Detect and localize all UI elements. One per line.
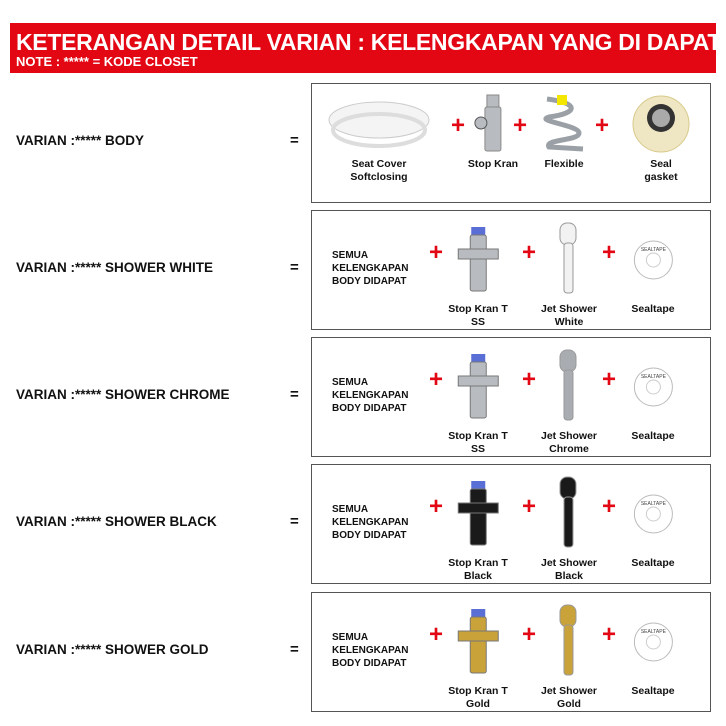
component-label: Jet Shower Chrome xyxy=(540,430,598,455)
component-label: Stop Kran T SS xyxy=(448,303,508,328)
sealtape-icon xyxy=(631,471,674,557)
variant-label: VARIAN :***** SHOWER CHROME xyxy=(16,387,230,402)
component-item xyxy=(541,599,597,711)
plus-sign: + xyxy=(428,366,444,393)
component-item xyxy=(448,344,508,456)
svg-text:SEALTAPE: SEALTAPE xyxy=(640,629,666,635)
variant-label: VARIAN :***** SHOWER GOLD xyxy=(16,642,209,657)
plus-sign: + xyxy=(521,621,537,648)
body-included-text: SEMUA KELENGKAPAN BODY DIDAPAT xyxy=(332,632,409,669)
sealtape-icon xyxy=(631,344,674,430)
sealtape-icon xyxy=(631,217,674,303)
component-item xyxy=(541,344,597,456)
component-label: Stop Kran T SS xyxy=(448,430,508,455)
plus-sign: + xyxy=(521,366,537,393)
component-item xyxy=(631,90,691,184)
variant-contents-box xyxy=(311,464,711,584)
jet-shower-icon xyxy=(541,471,597,557)
plus-sign: + xyxy=(521,239,537,266)
stop-kran-t-icon xyxy=(448,471,508,557)
component-label: Seat Cover Softclosing xyxy=(350,158,408,183)
variant-contents-box xyxy=(311,210,711,330)
component-label: Sealtape xyxy=(631,430,675,442)
plus-sign: + xyxy=(601,621,617,648)
sealtape-icon xyxy=(631,599,674,685)
stop-kran-t-icon xyxy=(448,344,508,430)
svg-text:SEALTAPE: SEALTAPE xyxy=(640,501,666,507)
component-label: Jet Shower Gold xyxy=(540,685,598,710)
component-item xyxy=(631,344,674,443)
plus-sign: + xyxy=(601,366,617,393)
plus-sign: + xyxy=(512,112,528,139)
header-banner xyxy=(10,23,722,73)
component-item xyxy=(327,90,431,184)
plus-sign: + xyxy=(594,112,610,139)
component-label: Stop Kran T Black xyxy=(448,557,508,582)
jet-shower-icon xyxy=(541,344,597,430)
plus-sign: + xyxy=(428,493,444,520)
plus-sign: + xyxy=(450,112,466,139)
component-label: Sealtape xyxy=(631,303,675,315)
component-label: Sealtape xyxy=(631,685,675,697)
plus-sign: + xyxy=(601,239,617,266)
jet-shower-icon xyxy=(541,599,597,685)
variant-label: VARIAN :***** SHOWER BLACK xyxy=(16,514,217,529)
equals-sign: = xyxy=(290,641,299,658)
component-item xyxy=(468,90,518,171)
stop-kran-t-icon xyxy=(448,217,508,303)
component-item xyxy=(448,599,508,711)
plus-sign: + xyxy=(521,493,537,520)
equals-sign: = xyxy=(290,132,299,149)
component-item xyxy=(631,217,674,316)
component-item xyxy=(631,471,674,570)
equals-sign: = xyxy=(290,386,299,403)
component-item xyxy=(448,471,508,583)
component-label: Flexible xyxy=(544,158,584,170)
flexible-hose-icon xyxy=(539,90,589,158)
header-note: NOTE : ***** = KODE CLOSET xyxy=(16,54,198,69)
component-label: Seal gasket xyxy=(644,158,678,183)
body-included-text: SEMUA KELENGKAPAN BODY DIDAPAT xyxy=(332,377,409,414)
component-label: Stop Kran xyxy=(467,158,519,170)
plus-sign: + xyxy=(601,493,617,520)
seal-gasket-icon xyxy=(631,90,691,158)
equals-sign: = xyxy=(290,259,299,276)
svg-text:SEALTAPE: SEALTAPE xyxy=(640,247,666,253)
stop-kran-t-icon xyxy=(448,599,508,685)
seat-cover-icon xyxy=(327,90,431,158)
variant-label: VARIAN :***** SHOWER WHITE xyxy=(16,260,214,275)
body-included-text: SEMUA KELENGKAPAN BODY DIDAPAT xyxy=(332,250,409,287)
variant-contents-box xyxy=(311,592,711,712)
component-item xyxy=(541,217,597,329)
component-label: Jet Shower Black xyxy=(540,557,598,582)
variant-contents-box xyxy=(311,83,711,203)
plus-sign: + xyxy=(428,239,444,266)
component-item xyxy=(541,471,597,583)
svg-text:SEALTAPE: SEALTAPE xyxy=(640,374,666,380)
body-included-text: SEMUA KELENGKAPAN BODY DIDAPAT xyxy=(332,504,409,541)
component-item xyxy=(539,90,589,171)
plus-sign: + xyxy=(428,621,444,648)
component-label: Jet Shower White xyxy=(540,303,598,328)
component-label: Stop Kran T Gold xyxy=(448,685,508,710)
stop-kran-icon xyxy=(468,90,518,158)
component-label: Sealtape xyxy=(631,557,675,569)
equals-sign: = xyxy=(290,513,299,530)
variant-contents-box xyxy=(311,337,711,457)
header-title: KETERANGAN DETAIL VARIAN : KELENGKAPAN YANG DI DAPAT xyxy=(16,29,722,55)
jet-shower-icon xyxy=(541,217,597,303)
component-item xyxy=(631,599,674,698)
variant-label: VARIAN :***** BODY xyxy=(16,133,145,148)
component-item xyxy=(448,217,508,329)
